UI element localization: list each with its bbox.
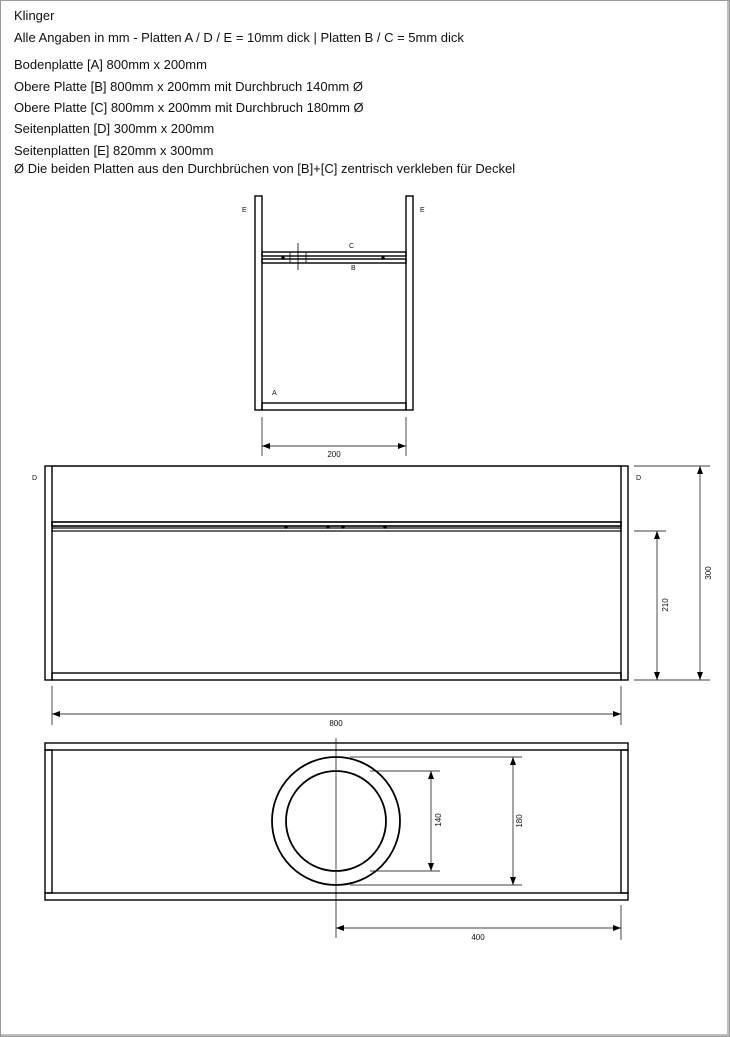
dim-text-300: 300 (704, 566, 713, 580)
top-view-left-plate (45, 750, 52, 893)
dim-text-180: 180 (515, 814, 524, 828)
top-plate-b (262, 259, 406, 263)
front-top-plate-b (52, 528, 621, 531)
side-panel-e-right (406, 196, 413, 410)
front-bottom-plate (52, 673, 621, 680)
dim-text-210: 210 (661, 598, 670, 612)
label-e-left: E (242, 207, 247, 214)
label-d-right: D (636, 475, 642, 482)
part-line-c: Obere Platte [C] 800mm x 200mm mit Durchbruch 180mm Ø (14, 100, 364, 115)
top-view-front-plate (45, 893, 628, 900)
dim-text-200: 200 (327, 450, 341, 459)
label-b: B (351, 265, 356, 272)
top-view (45, 738, 628, 940)
footnote-line: Ø Die beiden Platten aus den Durchbrüchen von [B]+[C] zentrisch verkleben für Deckel (14, 161, 516, 176)
dim-text-140: 140 (434, 813, 443, 827)
label-e-right: E (420, 207, 425, 214)
summary-line: Alle Angaben in mm - Platten A / D / E = 10mm dick | Platten B / C = 5mm dick (14, 30, 464, 45)
side-panel-e-left (255, 196, 262, 410)
drawing-title: Klinger (14, 8, 55, 23)
part-line-a: Bodenplatte [A] 800mm x 200mm (14, 57, 207, 72)
dim-text-800: 800 (329, 719, 343, 728)
dim-text-400: 400 (471, 933, 485, 942)
label-a: A (272, 390, 277, 397)
side-view (255, 196, 413, 456)
part-line-b: Obere Platte [B] 800mm x 200mm mit Durchbruch 140mm Ø (14, 79, 363, 94)
label-d-left: D (32, 475, 38, 482)
part-line-e: Seitenplatten [E] 820mm x 300mm (14, 143, 214, 158)
top-view-back-plate (45, 743, 628, 750)
front-view (45, 466, 710, 725)
bottom-plate-a (262, 403, 406, 410)
top-view-right-plate (621, 750, 628, 893)
side-panel-d-left (45, 466, 52, 680)
front-top-plate-c (52, 522, 621, 526)
top-plate-c (262, 252, 406, 256)
side-panel-d-right (621, 466, 628, 680)
part-line-d: Seitenplatten [D] 300mm x 200mm (14, 121, 215, 136)
label-c: C (349, 243, 355, 250)
